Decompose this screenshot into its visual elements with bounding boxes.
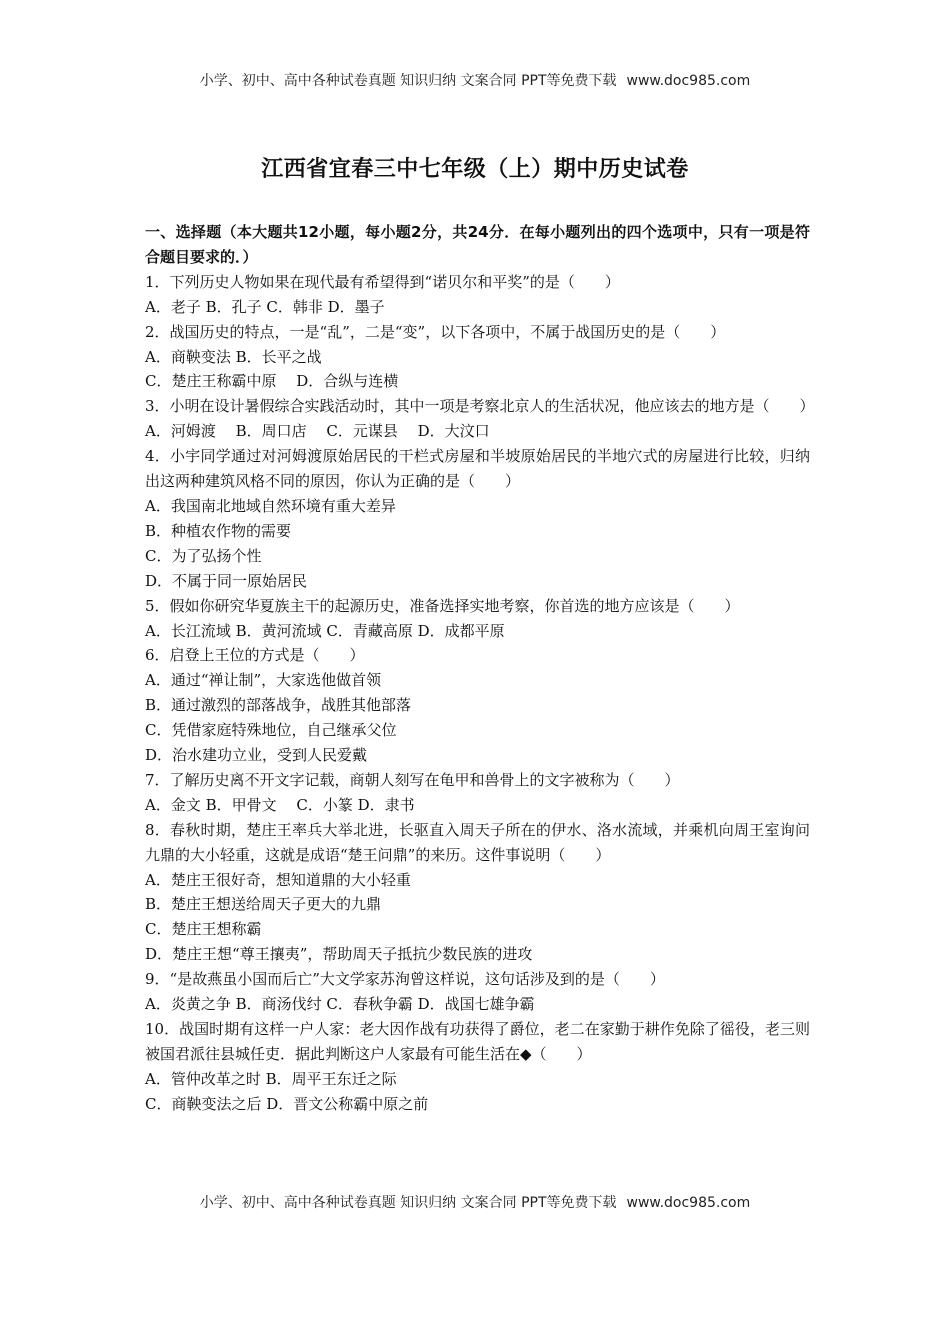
footer-url[interactable]: www.doc985.com [626, 1195, 751, 1211]
question-stem: 3．小明在设计暑假综合实践活动时，其中一项是考察北京人的生活状况，他应该去的地方是（ ） [145, 397, 815, 416]
question-option-b: B．通过激烈的部落战争，战胜其他部落 [145, 696, 412, 715]
question-options: C．商鞅变法之后 D．晋文公称霸中原之前 [145, 1094, 429, 1113]
page-title: 江西省宜春三中七年级（上）期中历史试卷 [261, 157, 689, 182]
question-stem: 6．启登上王位的方式是（ ） [145, 646, 365, 665]
question-4 [145, 444, 810, 593]
question-option-b: B．种植农作物的需要 [145, 521, 292, 540]
question-stem: 9．“是故燕虽小国而后亡”大文学家苏洵曾这样说，这句话涉及到的是（ ） [145, 970, 665, 989]
question-stem: 1．下列历史人物如果在现代最有希望得到“诺贝尔和平奖”的是（ ） [145, 272, 620, 291]
question-option-a: A．我国南北地域自然环境有重大差异 [145, 496, 396, 515]
question-10 [145, 1017, 810, 1117]
question-stem: 10．战国时期有这样一户人家：老大因作战有功获得了爵位，老二在家勤于耕作免除了徭役，老三则被国君派往县城任吏．据此判断这户人家最有可能生活在◆（ ） [145, 1020, 810, 1063]
question-5 [145, 594, 810, 644]
question-options: A．管仲改革之时 B．周平王东迁之际 [145, 1069, 397, 1088]
question-stem: 7．了解历史离不开文字记载，商朝人刻写在龟甲和兽骨上的文字被称为（ ） [145, 770, 680, 789]
question-option-c: C．为了弘扬个性 [145, 546, 262, 565]
page-footer [0, 1192, 950, 1212]
question-option-c: C．凭借家庭特殊地位，自己继承父位 [145, 721, 397, 740]
question-options: A．商鞅变法 B．长平之战 [145, 347, 322, 366]
question-option-a: A．通过“禅让制”，大家选他做首领 [145, 671, 382, 690]
question-stem: 5．假如你研究华夏族主干的起源历史，准备选择实地考察，你首选的地方应该是（ ） [145, 596, 740, 615]
question-9 [145, 967, 810, 1017]
question-options: A．金文 B．甲骨文 C．小篆 D．隶书 [145, 795, 415, 814]
question-option-d: D．不属于同一原始居民 [145, 571, 308, 590]
footer-text: 小学、初中、高中各种试卷真题 知识归纳 文案合同 PPT等免费下载 [199, 1195, 617, 1211]
section-heading: 一、选择题（本大题共12小题，每小题2分，共24分．在每小题列出的四个选项中，只有一项是符合题目要求的．） [145, 223, 810, 266]
question-stem: 4．小宇同学通过对河姆渡原始居民的干栏式房屋和半坡原始居民的半地穴式的房屋进行比较，归纳出这两种建筑风格不同的原因，你认为正确的是（ ） [145, 447, 810, 491]
header-text: 小学、初中、高中各种试卷真题 知识归纳 文案合同 PPT等免费下载 [199, 73, 617, 89]
question-stem: 8．春秋时期，楚庄王率兵大举北进，长驱直入周天子所在的伊水、洛水流域，并乘机向周王室询问九鼎的大小轻重，这就是成语“楚王问鼎”的来历。这件事说明（ ） [145, 820, 810, 864]
question-7 [145, 768, 810, 818]
question-8 [145, 818, 810, 967]
question-option-a: A．楚庄王很好奇，想知道鼎的大小轻重 [145, 870, 411, 889]
question-options: A．炎黄之争 B．商汤伐纣 C．春秋争霸 D．战国七雄争霸 [145, 995, 535, 1014]
question-option-c: C．楚庄王想称霸 [145, 920, 262, 939]
question-option-b: B．楚庄王想送给周天子更大的九鼎 [145, 895, 382, 914]
question-options: A．河姆渡 B．周口店 C．元谋县 D．大汶口 [145, 422, 490, 441]
question-stem: 2．战国历史的特点，一是“乱”，二是“变”，以下各项中，不属于战国历史的是（ ） [145, 322, 726, 341]
question-option-d: D．楚庄王想“尊王攘夷”，帮助周天子抵抗少数民族的进攻 [145, 945, 533, 964]
question-6 [145, 643, 810, 768]
question-options: C．楚庄王称霸中原 D．合纵与连横 [145, 372, 399, 391]
page-header [0, 70, 950, 90]
question-2 [145, 320, 810, 395]
question-options: A．老子 B．孔子 C．韩非 D．墨子 [145, 297, 385, 316]
exam-content [145, 220, 815, 1117]
question-options: A．长江流域 B．黄河流域 C．青藏高原 D．成都平原 [145, 621, 505, 640]
question-option-d: D．治水建功立业，受到人民爱戴 [145, 746, 368, 765]
question-3 [145, 394, 815, 444]
question-1 [145, 270, 810, 320]
header-url[interactable]: www.doc985.com [626, 73, 751, 89]
